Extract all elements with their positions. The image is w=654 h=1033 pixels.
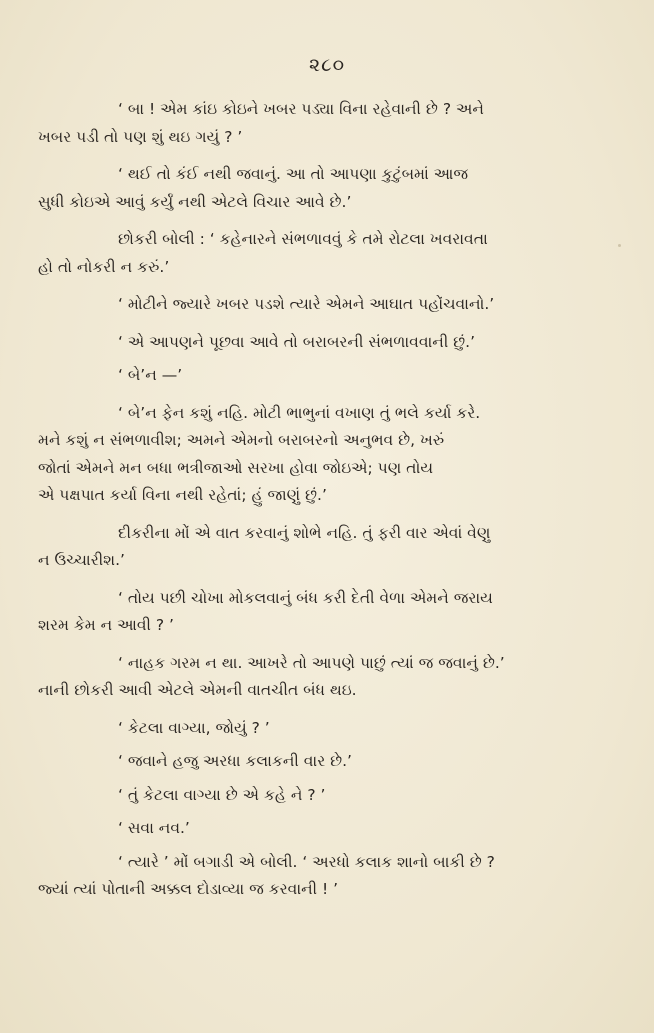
text-line: ‘ બે’ન ફેન કશું નહિ. મોટી ભાભુનાં વખાણ તું ભલે કર્યા કરે. [118, 403, 481, 422]
paragraph [38, 96, 618, 151]
paragraph [38, 161, 618, 216]
text-line: ‘ તું કેટલા વાગ્યા છે એ કહે ને ? ’ [118, 785, 326, 804]
text-line: ‘ બા ! એમ કાંઇ કોઇને ખબર પડ્યા વિના રહેવાની છે ? અને [118, 100, 484, 118]
text-line: હો તો નોકરી ન કરું.’ [38, 257, 170, 276]
text-line: જ્યાં ત્યાં પોતાની અક્કલ દોડાવ્યા જ કરવાની ! ’ [38, 880, 339, 898]
page-number: ૨૮૦ [308, 54, 346, 76]
text-line: ‘ થઈ તો કંઈ નથી જવાનું. આ તો આપણા કુટુંબમાં આજ [118, 165, 469, 183]
paragraph [38, 400, 618, 510]
text-line: ‘ નાહક ગરમ ન થા. આખરે તો આપણે પાછું ત્યાં જ જવાનું છે.’ [118, 653, 505, 672]
text-line: ‘ જવાને હજુ અરધા કલાકની વાર છે.’ [118, 752, 352, 770]
paper-speck [618, 244, 621, 247]
text-line: ‘ તોય પછી ચોખા મોકલવાનું બંધ કરી દેતી વેળા એમને જરાય [118, 588, 493, 607]
text-line: ‘ મોટીને જ્યારે ખબર પડશે ત્યારે એમને આઘાત પહોંચવાનો.’ [118, 295, 495, 313]
body-text [38, 96, 618, 904]
paragraph [38, 520, 618, 575]
text-line: ન ઉચ્ચારીશ.’ [38, 551, 125, 569]
text-line: જોતાં એમને મન બધા ભત્રીજાઓ સરખા હોવા જોઇએ; પણ તોય [38, 458, 434, 477]
text-line: સુધી કોઇએ આવું કર્યું નથી એટલે વિચાર આવે છે.’ [38, 192, 352, 211]
paragraph [38, 849, 618, 904]
paragraph [78, 815, 618, 843]
text-line: છોકરી બોલી : ‘ કહેનારને સંભળાવવું કે તમે રોટલા ખવરાવતા [118, 230, 488, 248]
paragraph [78, 362, 618, 390]
paragraph [38, 650, 618, 705]
paragraph [78, 329, 618, 357]
text-line: ‘ સવા નવ.’ [118, 819, 190, 837]
text-line: મને કશું ન સંભળાવીશ; અમને એમનો બરાબરનો અનુભવ છે, ખરું [38, 431, 445, 449]
paragraph [38, 226, 618, 281]
text-line: ખબર પડી તો પણ શું થઇ ગયું ? ’ [38, 127, 243, 146]
text-line: ‘ ત્યારે ’ મોં બગાડી એ બોલી. ‘ અરધો કલાક શાનો બાકી છે ? [118, 852, 495, 871]
paragraph [38, 585, 618, 640]
paragraph [78, 291, 618, 319]
text-line: એ પક્ષપાત કર્યા વિના નથી રહેતાં; હું જાણું છું.’ [38, 486, 327, 504]
text-line: નાની છોકરી આવી એટલે એમની વાતચીત બંધ થઇ. [38, 681, 357, 699]
paragraph [78, 748, 618, 776]
text-line: દીકરીના મોં એ વાત કરવાનું શોભે નહિ. તું ફરી વાર એવાં વેણુ [118, 523, 491, 542]
text-line: ‘ કેટલા વાગ્યા, જોયું ? ’ [118, 718, 270, 737]
paragraph [78, 715, 618, 743]
text-line: ‘ એ આપણને પૂછવા આવે તો બરાબરની સંભળાવવાની છું.’ [118, 332, 476, 351]
text-line: શરમ કેમ ન આવી ? ’ [38, 616, 174, 634]
text-line: ‘ બે’ન —’ [118, 366, 183, 384]
paragraph [78, 782, 618, 810]
